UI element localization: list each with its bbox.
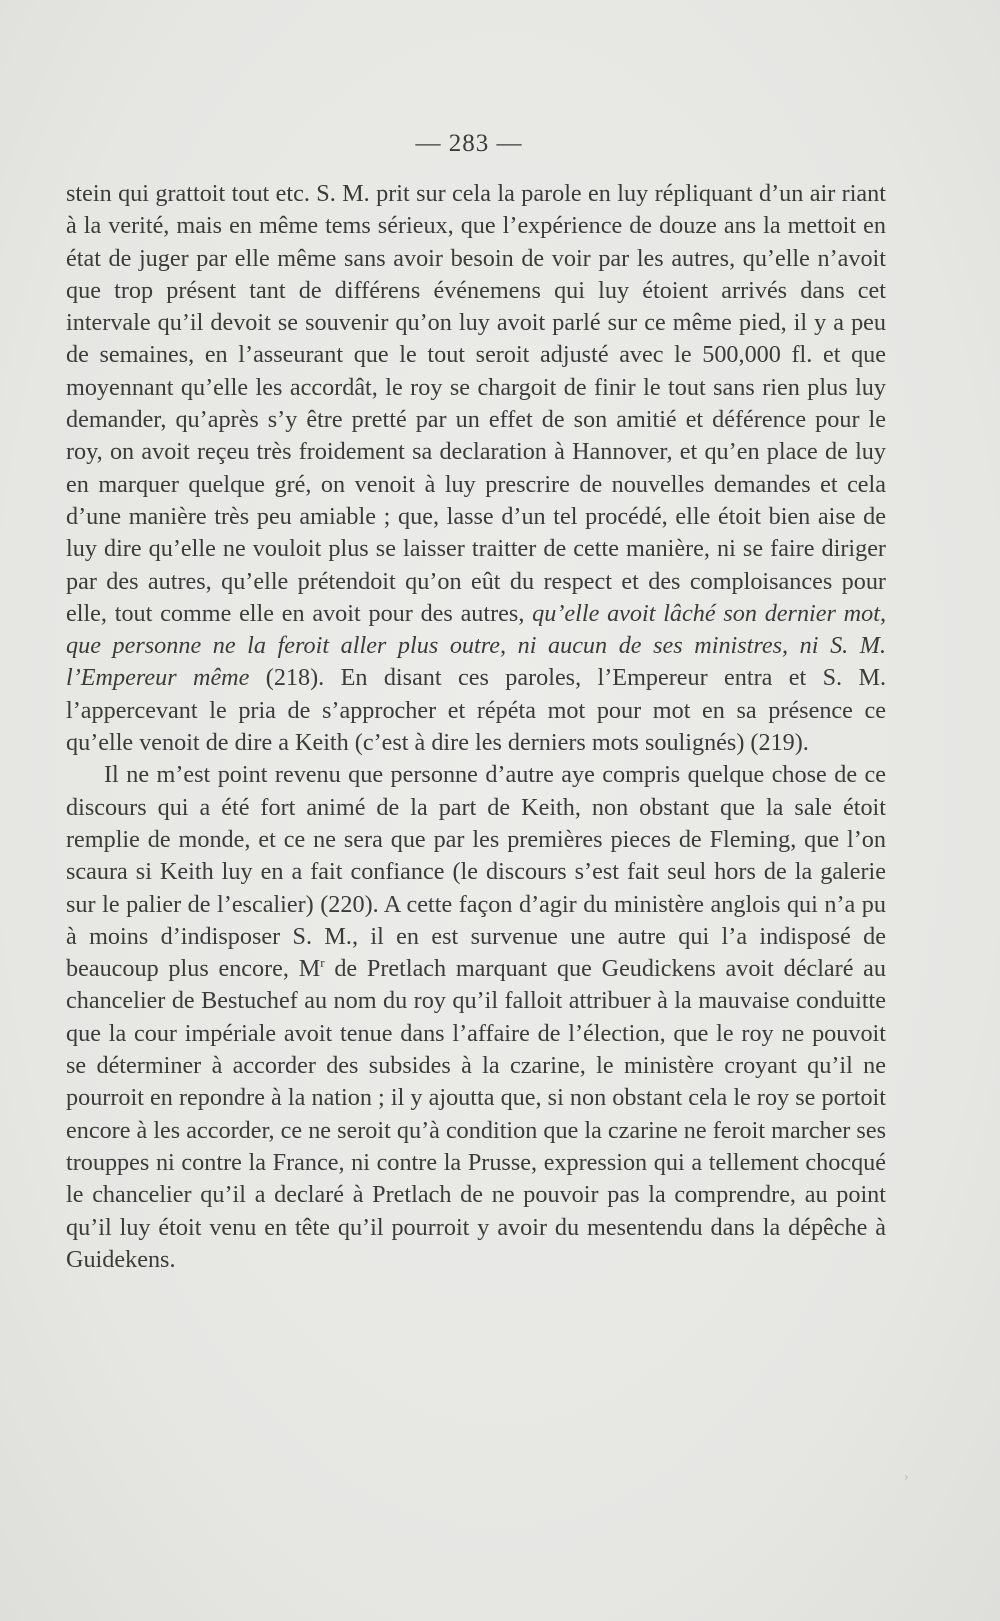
paragraph-1-text-b: (218). En disant ces paroles, l’Empereur entra et S. M. l’appercevant le pria de s’approcher et répéta mot pour mot en sa présence ce qu’elle venoit de dire a Keith (c’est à dire les derniers mots soulignés) (219).: [66, 664, 887, 757]
underlined-quote: qu’elle avoit lâché son dernier mot, que personne ne la feroit aller plus outre, ni aucun de ses ministres, ni S. M. l’Empereur même: [66, 599, 887, 692]
paragraph-2: [66, 759, 886, 1276]
paragraph-1: [66, 178, 886, 759]
paragraph-2-text-b: de Pretlach marquant que Geudickens avoit déclaré au chancelier de Bestuchef au nom du roy qu’il falloit attribuer à la mauvaise conduitte que la cour impériale avoit tenue dans l’affaire de l’élection, que le roy ne pouvoit se déterminer à accorder des subsides à la czarine, le ministère croyant qu’il ne pourroit en repondre à la nation ; il y ajoutta que, si non obstant cela le roy se portoit encore à les accorder, ce ne seroit qu’à condition que la czarine ne feroit marcher ses trouppes ni contre la France, ni contre la Prusse, expression qui a tellement chocqué le chancelier qu’il a declaré à Pretlach de ne pouvoir pas la comprendre, au point qu’il luy étoit venu en tête qu’il pourroit y avoir du mesentendu dans la dépêche à Guidekens.: [66, 955, 887, 1273]
page-edge-mark: ›: [904, 1470, 909, 1484]
page-number: — 283 —: [415, 130, 523, 157]
paragraph-1-text-a: stein qui grattoit tout etc. S. M. prit sur cela la parole en luy répliquant d’un air riant à la verité, mais en même tems sérieux, que l’expérience de douze ans la mettoit en état de juger par elle même sans avoir besoin de voir par les autres, qu’elle n’avoit que trop présent tant de différens événemens qui luy étoient arrivés dans cet intervale qu’il devoit se souvenir qu’on luy avoit parlé sur ce même pied, il y a peu de semaines, en l’asseurant que le tout seroit adjusté avec le 500,000 fl. et que moyennant qu’elle les accordât, le roy se chargoit de finir le tout sans rien plus luy demander, qu’après s’y être pretté par un effet de son amitié et déférence pour le roy, on avoit reçeu très froidement sa declaration à Hannover, et qu’en place de luy en marquer quelque gré, on venoit à luy prescrire de nouvelles demandes et cela d’une manière très peu amiable ; que, lasse d’un tel procédé, elle étoit bien aise de luy dire qu’elle ne vouloit plus se laisser traitter de cette manière, ni se faire diriger par des autres, qu’elle prétendoit qu’on eût du respect et des comploisances pour elle, tout comme elle en avoit pour des autres,: [66, 180, 886, 627]
superscript-r: r: [320, 955, 325, 971]
body-text: [66, 178, 886, 1276]
paragraph-2-text-a: Il ne m’est point revenu que personne d’autre aye compris quelque chose de ce discours qui a été fort animé de la part de Keith, non obstant que la sale étoit remplie de monde, et ce ne sera que par les premières pieces de Fleming, que l’on scaura si Keith luy en a fait confiance (le discours s’est fait seul hors de la galerie sur le palier de l’escalier) (220). A cette façon d’agir du ministère anglois qui n’a pu à moins d’indisposer S. M., il en est survenue une autre qui l’a indisposé de beaucoup plus encore, M: [66, 761, 886, 983]
